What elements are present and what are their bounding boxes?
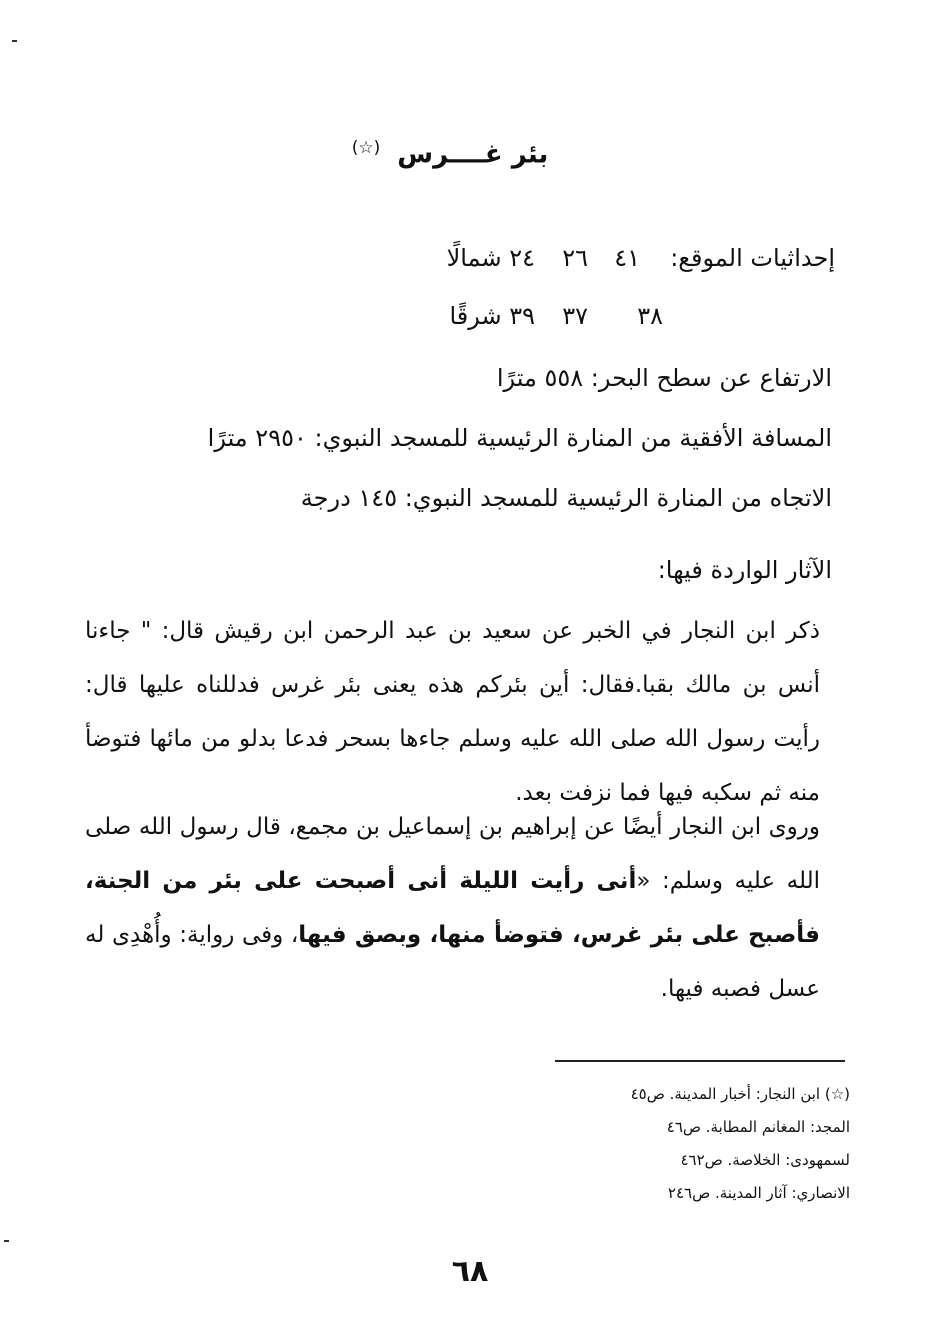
title-text: بئر غــــرس: [397, 139, 549, 170]
coordinates-north-row: [395, 244, 835, 284]
coord-east-min: ٣٧: [562, 302, 588, 330]
footnote-divider: [555, 1060, 845, 1062]
paragraph-hadith: [85, 800, 820, 1016]
distance-line: المسافة الأفقية من المنارة الرئيسية للمسجد النبوي: ٢٩٥٠ مترًا: [207, 424, 832, 452]
title-footnote-marker: (☆): [351, 138, 381, 158]
scan-edge-mark: [4, 1240, 9, 1242]
traditions-heading: الآثار الواردة فيها:: [657, 556, 832, 584]
direction-line: الاتجاه من المنارة الرئيسية للمسجد النبوي: ١٤٥ درجة: [300, 484, 832, 512]
elevation-line: الارتفاع عن سطح البحر: ٥٥٨ مترًا: [496, 364, 832, 392]
hadith-tail: ، وفى رواية: وأُهْدِى له عسل فصبه فيها.: [85, 922, 820, 1002]
footnote-4: الانصاري: آثار المدينة. ص٢٤٦: [667, 1184, 850, 1202]
footnote-2: المجد: المغانم المطابة. ص٤٦: [666, 1118, 850, 1136]
footnote-3: لسمهودى: الخلاصة. ص٤٦٢: [680, 1151, 850, 1169]
hadith-text-bold: أنى رأيت الليلة أنى أصبحت على بئر من الجنة، فأصبح على بئر غرس، فتوضأ منها، وبصق فيها: [85, 868, 820, 948]
page-title: [300, 138, 600, 170]
coord-north-sec: ٢٤ شمالًا: [446, 244, 535, 272]
coord-north-deg: ٤١: [614, 244, 640, 272]
hadith-intro: وروى ابن النجار أيضًا عن إبراهيم بن إسماعيل بن مجمع، قال رسول الله صلى الله عليه وسلم: «: [85, 814, 820, 894]
page-number: ٦٨: [451, 1254, 489, 1289]
coordinates-east-row: [395, 302, 835, 342]
coord-north-min: ٢٦: [562, 244, 588, 272]
coordinates-label: إحداثيات الموقع:: [670, 244, 835, 272]
scan-edge-mark: [12, 40, 17, 42]
coord-east-sec: ٣٩ شرقًا: [449, 302, 535, 330]
paragraph-ibn-najjar-anas: ذكر ابن النجار في الخبر عن سعيد بن عبد الرحمن ابن رقيش قال: " جاءنا أنس بن مالك بقبا.فقال: أين بئركم هذه يعنى بئر غرس فدللناه عليها قال: رأيت رسول الله صلى الله عليه وسلم جاءها بسحر فدعا بدلو من مائها فتوضأ منه ثم سكبه فيها فما نزفت بعد.: [85, 618, 820, 806]
coord-east-deg: ٣٨: [637, 302, 663, 330]
footnote-1: (☆) ابن النجار: أخبار المدينة. ص٤٥: [630, 1085, 850, 1103]
